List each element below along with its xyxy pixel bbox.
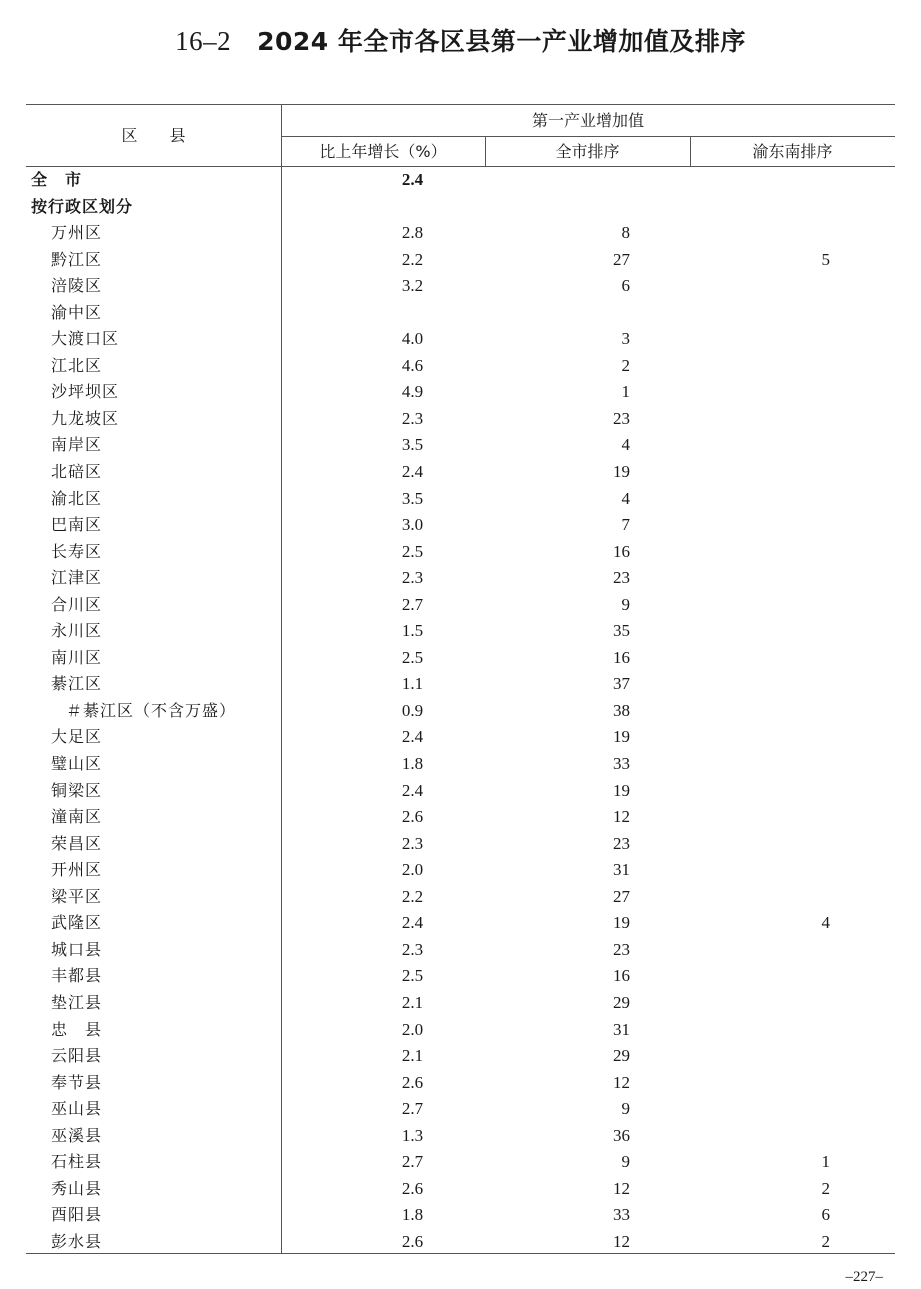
city-rank-value: 8 — [621, 223, 630, 243]
city-rank-value: 29 — [613, 1046, 630, 1066]
growth-value: 2.6 — [401, 1231, 424, 1251]
region-name: 江北区 — [51, 355, 103, 375]
table-row — [0, 1176, 921, 1203]
header-region: 区 县 — [121, 126, 186, 145]
table-row — [0, 565, 921, 592]
growth-value: 2.8 — [401, 223, 424, 243]
city-rank-value: 31 — [613, 860, 630, 880]
city-rank-value: 23 — [613, 568, 630, 588]
growth-value: 3.0 — [401, 515, 424, 535]
table-row — [0, 512, 921, 539]
table-row — [0, 353, 921, 380]
table-row — [0, 300, 921, 327]
region-name: 忠 县 — [51, 1019, 103, 1039]
southeast-rank-value: 1 — [821, 1152, 830, 1172]
region-name: 酉阳县 — [51, 1205, 103, 1225]
city-rank-value: 6 — [621, 276, 630, 296]
city-rank-value: 33 — [613, 754, 630, 774]
growth-value: 2.3 — [401, 939, 424, 959]
region-name: 城口县 — [51, 939, 103, 959]
table-row — [0, 1070, 921, 1097]
city-rank-value: 4 — [621, 435, 630, 455]
region-name: 巫山县 — [51, 1099, 103, 1119]
growth-value: 1.8 — [401, 754, 424, 774]
region-name: 梁平区 — [51, 886, 103, 906]
region-name: 沙坪坝区 — [51, 382, 120, 402]
table-row — [0, 1017, 921, 1044]
city-rank-value: 19 — [613, 913, 630, 933]
city-rank-value: 16 — [613, 541, 630, 561]
region-name: 潼南区 — [51, 807, 103, 827]
southeast-rank-value: 5 — [821, 249, 830, 269]
city-rank-value: 12 — [613, 807, 630, 827]
table-row — [0, 1096, 921, 1123]
city-rank-value: 35 — [613, 621, 630, 641]
page-title — [0, 22, 921, 58]
growth-value: 0.9 — [401, 700, 424, 720]
growth-value: 1.3 — [401, 1125, 424, 1145]
city-rank-value: 16 — [613, 966, 630, 986]
growth-value: 2.4 — [401, 913, 424, 933]
region-name: 彭水县 — [51, 1231, 103, 1251]
table-row — [0, 645, 921, 672]
city-rank-value: 19 — [613, 462, 630, 482]
growth-value: 4.6 — [401, 355, 424, 375]
growth-value: 3.2 — [401, 276, 424, 296]
region-name: ＃綦江区（不含万盛） — [66, 700, 237, 720]
city-rank-value: 31 — [613, 1019, 630, 1039]
growth-value: 2.6 — [401, 1178, 424, 1198]
growth-value: 2.1 — [401, 992, 424, 1012]
city-rank-value: 12 — [613, 1178, 630, 1198]
region-name: 长寿区 — [51, 541, 103, 561]
region-name: 云阳县 — [51, 1046, 103, 1066]
region-name: 全 市 — [31, 170, 83, 189]
region-name: 奉节县 — [51, 1072, 103, 1092]
region-name: 巫溪县 — [51, 1125, 103, 1145]
city-rank-value: 27 — [613, 249, 630, 269]
region-name: 垫江县 — [51, 992, 103, 1012]
table-row — [0, 379, 921, 406]
region-name: 南岸区 — [51, 435, 103, 455]
table-row — [0, 937, 921, 964]
city-rank-value: 29 — [613, 992, 630, 1012]
table-row — [0, 486, 921, 513]
table-row — [0, 432, 921, 459]
city-rank-value: 12 — [613, 1231, 630, 1251]
table-row — [0, 273, 921, 300]
region-name: 大渡口区 — [51, 329, 120, 349]
growth-value: 1.1 — [401, 674, 424, 694]
region-name: 秀山县 — [51, 1178, 103, 1198]
region-name: 合川区 — [51, 594, 103, 614]
region-name: 綦江区 — [51, 674, 103, 694]
growth-value: 2.3 — [401, 833, 424, 853]
city-rank-value: 3 — [621, 329, 630, 349]
city-rank-value: 23 — [613, 408, 630, 428]
growth-value: 2.4 — [401, 170, 424, 189]
table-row — [0, 247, 921, 274]
city-rank-value: 19 — [613, 780, 630, 800]
region-name: 开州区 — [51, 860, 103, 880]
growth-value: 2.1 — [401, 1046, 424, 1066]
city-rank-value: 23 — [613, 833, 630, 853]
header-group: 第一产业增加值 — [531, 111, 644, 130]
table-row — [0, 220, 921, 247]
city-rank-value: 1 — [621, 382, 630, 402]
region-name: 荣昌区 — [51, 833, 103, 853]
table-row — [0, 1229, 921, 1256]
region-name: 武隆区 — [51, 913, 103, 933]
region-name: 万州区 — [51, 223, 103, 243]
southeast-rank-value: 2 — [821, 1231, 830, 1251]
region-name: 永川区 — [51, 621, 103, 641]
region-name: 铜梁区 — [51, 780, 103, 800]
table-row — [0, 671, 921, 698]
table-row — [0, 406, 921, 433]
region-name: 按行政区划分 — [31, 196, 134, 216]
table-row — [0, 698, 921, 725]
table-title: 2024 年全市各区县第一产业增加值及排序 — [257, 27, 746, 56]
page-number: –227– — [845, 1269, 883, 1285]
table-row — [0, 618, 921, 645]
city-rank-value: 36 — [613, 1125, 630, 1145]
table-row — [0, 804, 921, 831]
city-rank-value: 33 — [613, 1205, 630, 1225]
growth-value: 2.7 — [401, 1152, 424, 1172]
growth-value: 1.8 — [401, 1205, 424, 1225]
city-rank-value: 23 — [613, 939, 630, 959]
growth-value: 2.6 — [401, 1072, 424, 1092]
city-rank-value: 9 — [621, 1099, 630, 1119]
city-rank-value: 19 — [613, 727, 630, 747]
table-row — [0, 1043, 921, 1070]
city-rank-value: 9 — [621, 1152, 630, 1172]
city-rank-value: 37 — [613, 674, 630, 694]
table-row — [0, 592, 921, 619]
growth-value: 2.6 — [401, 807, 424, 827]
growth-value: 2.2 — [401, 249, 424, 269]
table-row — [0, 884, 921, 911]
header-southeast-rank: 渝东南排序 — [752, 142, 833, 161]
region-name: 涪陵区 — [51, 276, 103, 296]
region-name: 渝北区 — [51, 488, 103, 508]
table-row — [0, 1202, 921, 1229]
growth-value: 4.0 — [401, 329, 424, 349]
region-name: 南川区 — [51, 647, 103, 667]
growth-value: 2.5 — [401, 647, 424, 667]
growth-value: 2.4 — [401, 780, 424, 800]
growth-value: 4.9 — [401, 382, 424, 402]
table-row — [0, 1149, 921, 1176]
table-row — [0, 778, 921, 805]
growth-value: 2.0 — [401, 860, 424, 880]
region-name: 巴南区 — [51, 515, 103, 535]
table-row — [0, 459, 921, 486]
city-rank-value: 38 — [613, 700, 630, 720]
table-number: 16–2 — [175, 26, 232, 56]
city-rank-value: 27 — [613, 886, 630, 906]
table-row — [0, 167, 921, 194]
city-rank-value: 12 — [613, 1072, 630, 1092]
table-row — [0, 724, 921, 751]
region-name: 大足区 — [51, 727, 103, 747]
region-name: 黔江区 — [51, 249, 103, 269]
table-row — [0, 326, 921, 353]
growth-value: 2.4 — [401, 462, 424, 482]
region-name: 北碚区 — [51, 462, 103, 482]
growth-value: 2.7 — [401, 594, 424, 614]
southeast-rank-value: 2 — [821, 1178, 830, 1198]
growth-value: 2.5 — [401, 541, 424, 561]
table-body — [0, 167, 921, 1255]
growth-value: 1.5 — [401, 621, 424, 641]
region-name: 九龙坡区 — [51, 408, 120, 428]
table-row — [0, 194, 921, 221]
growth-value: 3.5 — [401, 488, 424, 508]
table-row — [0, 963, 921, 990]
city-rank-value: 16 — [613, 647, 630, 667]
city-rank-value: 2 — [621, 355, 630, 375]
southeast-rank-value: 6 — [821, 1205, 830, 1225]
region-name: 渝中区 — [51, 302, 103, 322]
group-header-rule — [281, 136, 895, 137]
growth-value: 2.7 — [401, 1099, 424, 1119]
growth-value: 2.3 — [401, 408, 424, 428]
growth-value: 2.4 — [401, 727, 424, 747]
growth-value: 2.2 — [401, 886, 424, 906]
table-row — [0, 990, 921, 1017]
city-rank-value: 7 — [621, 515, 630, 535]
growth-value: 2.5 — [401, 966, 424, 986]
table-row — [0, 910, 921, 937]
region-name: 丰都县 — [51, 966, 103, 986]
table-row — [0, 857, 921, 884]
table-row — [0, 1123, 921, 1150]
header-growth: 比上年增长（%） — [319, 142, 447, 161]
table-top-rule — [26, 104, 895, 105]
table-row — [0, 751, 921, 778]
region-name: 江津区 — [51, 568, 103, 588]
table-row — [0, 831, 921, 858]
growth-value: 2.0 — [401, 1019, 424, 1039]
header-city-rank: 全市排序 — [555, 142, 620, 161]
table-row — [0, 539, 921, 566]
southeast-rank-value: 4 — [821, 913, 830, 933]
growth-value: 2.3 — [401, 568, 424, 588]
growth-value: 3.5 — [401, 435, 424, 455]
region-name: 石柱县 — [51, 1152, 103, 1172]
city-rank-value: 4 — [621, 488, 630, 508]
region-name: 璧山区 — [51, 754, 103, 774]
city-rank-value: 9 — [621, 594, 630, 614]
